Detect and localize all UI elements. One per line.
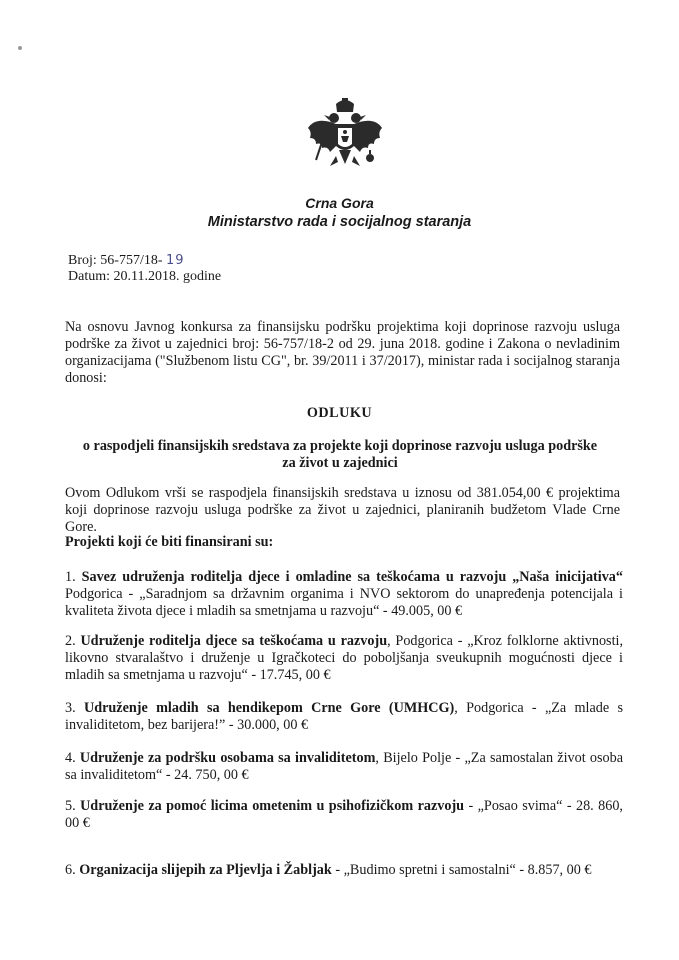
project-organization: Udruženje za pomoć licima ometenim u psihofizičkom razvoju [80,798,465,814]
ministry-name: Ministarstvo rada i socijalnog staranja [207,214,472,230]
project-item [65,862,623,879]
project-organization: Udruženje za podršku osobama sa invaliditetom [79,750,376,766]
country-name: Crna Gora [305,195,374,211]
projects-heading: Projekti koji će biti finansirani su: [65,534,274,550]
project-item [65,569,623,620]
intro-paragraph: Na osnovu Javnog konkursa za finansijsku podršku projektima koji doprinose razvoju usluga podrške za život u zajednici broj: 56-757/18-2 od 29. juna 2018. godine i Zakona o nevladinim organizacijama ("Službenom listu CG", br. 39/2011 i 37/2017), ministar rada i socijalnog staranja donosi: [65,319,620,386]
montenegro-coat-of-arms-icon [306,98,384,178]
project-item [65,798,623,832]
scan-speck [18,46,22,50]
project-details: - „Posao svima“ - 28. 860, 00 € [65,798,623,831]
document-number [68,252,185,269]
project-number: 2. [65,633,76,649]
project-item [65,700,623,734]
project-organization: Udruženje mladih sa hendikepom Crne Gore (UMHCG) [83,700,455,716]
project-organization: Savez udruženja roditelja djece i omladine sa teškoćama u razvoju „Naša inicijativa“ [81,569,623,585]
project-number: 3. [65,700,76,716]
project-details: - „Budimo spretni i samostalni“ - 8.857, 00 € [331,862,592,878]
project-details: , Podgorica - „Za mlade s invaliditetom, bez barijera!” - 30.000, 00 € [65,700,624,733]
project-number: 5. [65,798,76,814]
project-number: 1. [65,569,76,585]
project-organization: Organizacija slijepih za Pljevlja i Žabljak [79,862,332,878]
project-item [65,750,623,784]
document-date: Datum: 20.11.2018. godine [68,269,222,284]
project-organization: Udruženje roditelja djece sa teškoćama u razvoju [80,633,388,649]
project-number: 4. [65,750,76,766]
allocation-paragraph: Ovom Odlukom vrši se raspodjela finansijskih sredstava u iznosu od 381.054,00 € projektima koji doprinose razvoju usluga podrške za život u zajednici, planiranih budžetom Vlade Crne Gore. [65,485,620,535]
project-details: , Podgorica - „Kroz folklorne aktivnosti, likovno stvaralaštvo i druženje u Igračkoteci do poboljšanja sveukupnih mogućnosti djece i mladih sa smetnjama u razvoju“ - 17.745, 00 € [65,633,624,683]
project-details: Podgorica - „Saradnjom sa državnim organima i NVO sektorom do unapređenja potencijala i kvaliteta života djece i mladih sa smetnjama u razvoju“ - 49.005, 00 € [65,586,623,619]
decision-subtitle: o raspodjeli finansijskih sredstava za projekte koji doprinose razvoju usluga podrške za život u zajednici [82,438,598,471]
document-number-handwritten: 19 [166,253,185,268]
project-details: , Bijelo Polje - „Za samostalan život osoba sa invaliditetom“ - 24. 750, 00 € [65,750,624,783]
project-number: 6. [65,862,76,878]
document-number-label: Broj: 56-757/18- [68,253,163,268]
project-item [65,633,623,684]
decision-title: ODLUKU [306,405,373,421]
